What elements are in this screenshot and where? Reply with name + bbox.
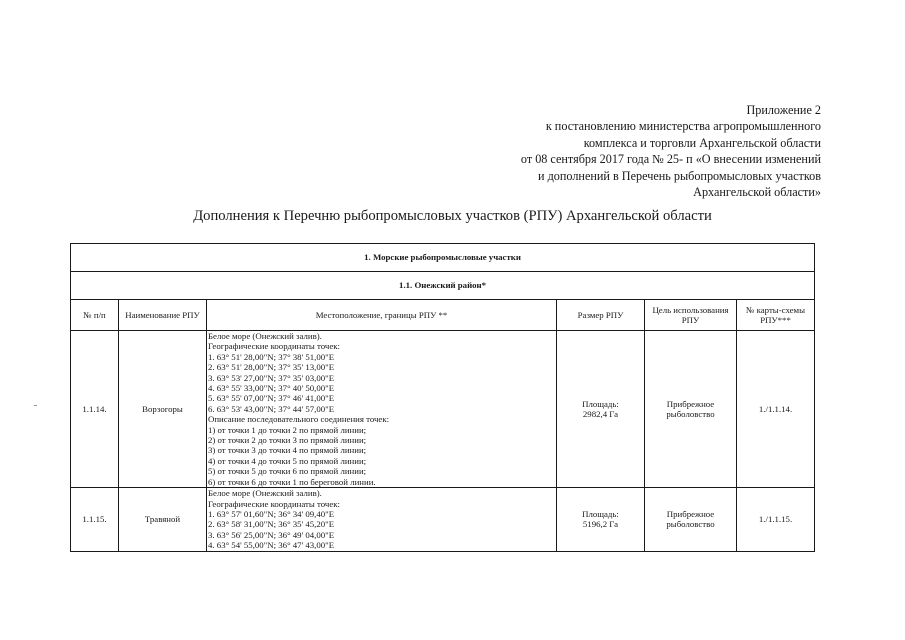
appendix-header — [391, 102, 821, 200]
location-line: 1) от точки 1 до точки 2 по прямой линии; — [208, 424, 367, 435]
location-line: 2. 63° 58' 31,00"N; 36° 35' 45,20"E — [208, 519, 335, 530]
row-location — [207, 488, 557, 551]
location-line: Белое море (Онежский залив). — [208, 488, 322, 499]
location-line: Белое море (Онежский залив). — [208, 331, 322, 341]
scan-mark — [34, 405, 37, 406]
row-size — [557, 488, 645, 551]
table-row — [71, 488, 815, 551]
purpose-line: рыболовство — [666, 409, 715, 420]
appendix-line: Приложение 2 — [746, 103, 821, 117]
size-label: Площадь: — [582, 398, 619, 409]
location-line: 5. 63° 55' 07,00"N; 37° 46' 41,00"E — [208, 393, 335, 404]
header-purpose: Цель использования РПУ — [645, 300, 737, 331]
subsection-title: 1.1. Онежский район* — [71, 272, 815, 300]
location-line: 4. 63° 54' 55,00"N; 36° 47' 43,00"E — [208, 540, 335, 551]
location-line: 5) от точки 5 до точки 6 по прямой линии; — [208, 466, 367, 477]
location-line: 3. 63° 56' 25,00"N; 36° 49' 04,00"E — [208, 529, 335, 540]
location-line: 2. 63° 51' 28,00"N; 37° 35' 13,00"E — [208, 362, 335, 373]
section-row — [71, 244, 815, 272]
location-line: Географические координаты точек: — [208, 341, 340, 352]
location-line: 2) от точки 2 до точки 3 по прямой линии; — [208, 435, 367, 446]
header-row — [71, 300, 815, 331]
appendix-line: от 08 сентября 2017 года № 25- п «О внесении изменений — [520, 152, 821, 167]
location-line: 4. 63° 55' 33,00"N; 37° 40' 50,00"E — [208, 383, 335, 394]
row-map: 1./1.1.15. — [737, 488, 815, 551]
row-map: 1./1.1.14. — [737, 331, 815, 488]
location-line: 4) от точки 4 до точки 5 по прямой линии; — [208, 455, 367, 466]
section-title: 1. Морские рыбопромысловые участки — [71, 244, 815, 272]
appendix-line: комплекса и торговли Архангельской области — [583, 135, 821, 150]
row-name: Ворзогоры — [119, 331, 207, 488]
subsection-row — [71, 272, 815, 300]
document-title: Дополнения к Перечню рыбопромысловых участков (РПУ) Архангельской области — [193, 208, 712, 224]
row-num: 1.1.15. — [71, 488, 119, 551]
table-row — [71, 331, 815, 488]
size-value: 5196,2 Га — [582, 519, 619, 530]
location-line: Географические координаты точек: — [208, 498, 340, 509]
location-line: 3) от точки 3 до точки 4 по прямой линии; — [208, 445, 367, 456]
location-line: 6) от точки 6 до точки 1 по береговой линии. — [208, 476, 376, 487]
location-line: 1. 63° 51' 28,00"N; 37° 38' 51,00"E — [208, 351, 335, 362]
location-line: 1. 63° 57' 01,60"N; 36° 34' 09,40"E — [208, 508, 335, 519]
location-line: 3. 63° 53' 27,00"N; 37° 35' 03,00"E — [208, 372, 335, 383]
row-num: 1.1.14. — [71, 331, 119, 488]
appendix-line: и дополнений в Перечень рыбопромысловых участков — [538, 168, 821, 183]
location-line: Описание последовательного соединения точек: — [208, 414, 390, 425]
size-label: Площадь: — [582, 508, 619, 519]
size-value: 2982,4 Га — [582, 409, 619, 420]
header-num: № п/п — [71, 300, 119, 331]
row-purpose — [645, 488, 737, 551]
row-purpose — [645, 331, 737, 488]
header-location: Местоположение, границы РПУ ** — [207, 300, 557, 331]
header-name: Наименование РПУ — [119, 300, 207, 331]
row-location — [207, 331, 557, 488]
purpose-line: рыболовство — [666, 519, 715, 530]
rpu-table — [70, 243, 815, 552]
location-line: 6. 63° 53' 43,00"N; 37° 44' 57,00"E — [208, 403, 335, 414]
appendix-line: Архангельской области» — [693, 185, 821, 200]
purpose-line: Прибрежное — [666, 508, 715, 519]
purpose-line: Прибрежное — [666, 398, 715, 409]
appendix-line: к постановлению министерства агропромышленного — [545, 119, 821, 134]
header-map: № карты-схемы РПУ*** — [737, 300, 815, 331]
row-name: Травяной — [119, 488, 207, 551]
header-size: Размер РПУ — [557, 300, 645, 331]
row-size — [557, 331, 645, 488]
